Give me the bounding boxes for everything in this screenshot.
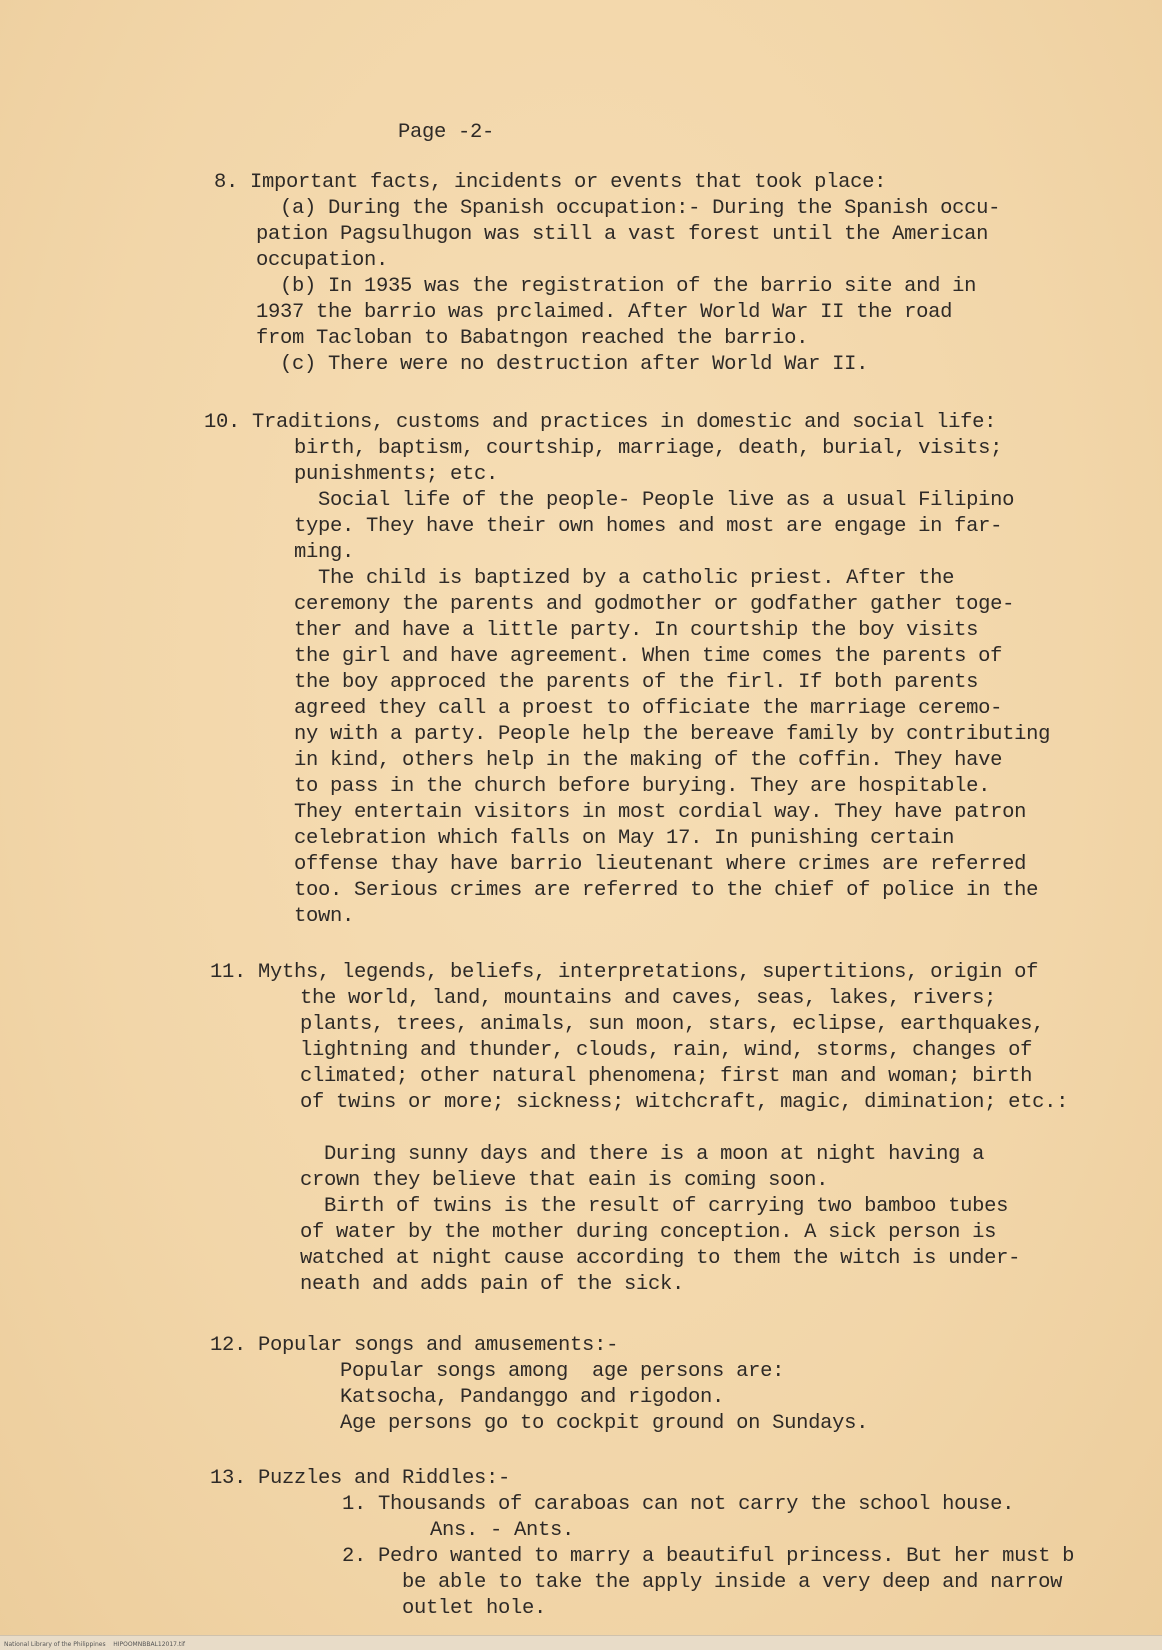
- text-line: from Tacloban to Babatngon reached the barrio.: [256, 327, 809, 350]
- scan-footer-strip: [0, 1635, 1162, 1650]
- text-line: During sunny days and there is a moon at night having a: [300, 1143, 985, 1166]
- text-line: birth, baptism, courtship, marriage, death, burial, visits;: [294, 437, 1003, 460]
- text-line: Birth of twins is the result of carrying two bamboo tubes: [300, 1195, 1009, 1218]
- text-line: too. Serious crimes are referred to the chief of police in the: [294, 879, 1039, 902]
- section-13-heading: 13. Puzzles and Riddles:-: [210, 1467, 511, 1490]
- text-line: ther and have a little party. In courtship the boy visits: [294, 619, 979, 642]
- text-line: outlet hole.: [402, 1597, 547, 1620]
- section-12-heading: 12. Popular songs and amusements:-: [210, 1334, 619, 1357]
- text-line: offense thay have barrio lieutenant where crimes are referred: [294, 853, 1027, 876]
- text-line: 1937 the barrio was prclaimed. After World War II the road: [256, 301, 953, 324]
- text-line: ny with a party. People help the bereave family by contributing: [294, 723, 1051, 746]
- text-line: celebration which falls on May 17. In punishing certain: [294, 827, 955, 850]
- page-number: Page -2-: [398, 121, 495, 144]
- text-line: pation Pagsulhugon was still a vast forest until the American: [256, 223, 989, 246]
- text-line: type. They have their own homes and most are engage in far-: [294, 515, 1003, 538]
- text-line: town.: [294, 905, 355, 928]
- text-line: Katsocha, Pandanggo and rigodon.: [340, 1386, 725, 1409]
- text-line: neath and adds pain of the sick.: [300, 1273, 685, 1296]
- text-line: ceremony the parents and godmother or godfather gather toge-: [294, 593, 1015, 616]
- text-line: punishments; etc.: [294, 463, 499, 486]
- text-line: Age persons go to cockpit ground on Sundays.: [340, 1412, 869, 1435]
- text-line: They entertain visitors in most cordial way. They have patron: [294, 801, 1027, 824]
- text-line: the girl and have agreement. When time comes the parents of: [294, 645, 1003, 668]
- text-line: the world, land, mountains and caves, seas, lakes, rivers;: [300, 987, 997, 1010]
- text-line: watched at night cause according to them the witch is under-: [300, 1247, 1021, 1270]
- riddle-answer: Ans. - Ants.: [430, 1519, 575, 1542]
- text-line: Popular songs among age persons are:: [340, 1360, 785, 1383]
- riddle-item: 1. Thousands of caraboas can not carry the school house.: [342, 1493, 1015, 1516]
- text-line: (b) In 1935 was the registration of the barrio site and in: [256, 275, 977, 298]
- section-9-heading: 8. Important facts, incidents or events that took place:: [214, 171, 887, 194]
- text-line: of water by the mother during conception. A sick person is: [300, 1221, 997, 1244]
- text-line: occupation.: [256, 249, 389, 272]
- section-11-heading: 11. Myths, legends, beliefs, interpretations, supertitions, origin of: [210, 961, 1039, 984]
- text-line: the boy approced the parents of the firl. If both parents: [294, 671, 979, 694]
- text-line: in kind, others help in the making of the coffin. They have: [294, 749, 1003, 772]
- text-line: to pass in the church before burying. They are hospitable.: [294, 775, 991, 798]
- text-line: ming.: [294, 541, 355, 564]
- text-line: (c) There were no destruction after World War II.: [256, 353, 869, 376]
- section-10-heading: 10. Traditions, customs and practices in domestic and social life:: [204, 411, 997, 434]
- text-line: Social life of the people- People live as a usual Filipino: [294, 489, 1015, 512]
- scan-footer-text: National Library of the Philippines HIPOOMNBBAL12017.tif: [4, 1641, 186, 1648]
- text-line: be able to take the apply inside a very deep and narrow: [402, 1571, 1063, 1594]
- text-line: crown they believe that eain is coming soon.: [300, 1169, 829, 1192]
- text-line: lightning and thunder, clouds, rain, wind, storms, changes of: [300, 1039, 1033, 1062]
- text-line: plants, trees, animals, sun moon, stars, eclipse, earthquakes,: [300, 1013, 1045, 1036]
- text-line: of twins or more; sickness; witchcraft, magic, dimination; etc.:: [300, 1091, 1069, 1114]
- riddle-item: 2. Pedro wanted to marry a beautiful princess. But her must b: [342, 1545, 1075, 1568]
- text-line: climated; other natural phenomena; first man and woman; birth: [300, 1065, 1033, 1088]
- text-line: The child is baptized by a catholic priest. After the: [294, 567, 955, 590]
- text-line: agreed they call a proest to officiate the marriage ceremo-: [294, 697, 1003, 720]
- text-line: (a) During the Spanish occupation:- During the Spanish occu-: [256, 197, 1001, 220]
